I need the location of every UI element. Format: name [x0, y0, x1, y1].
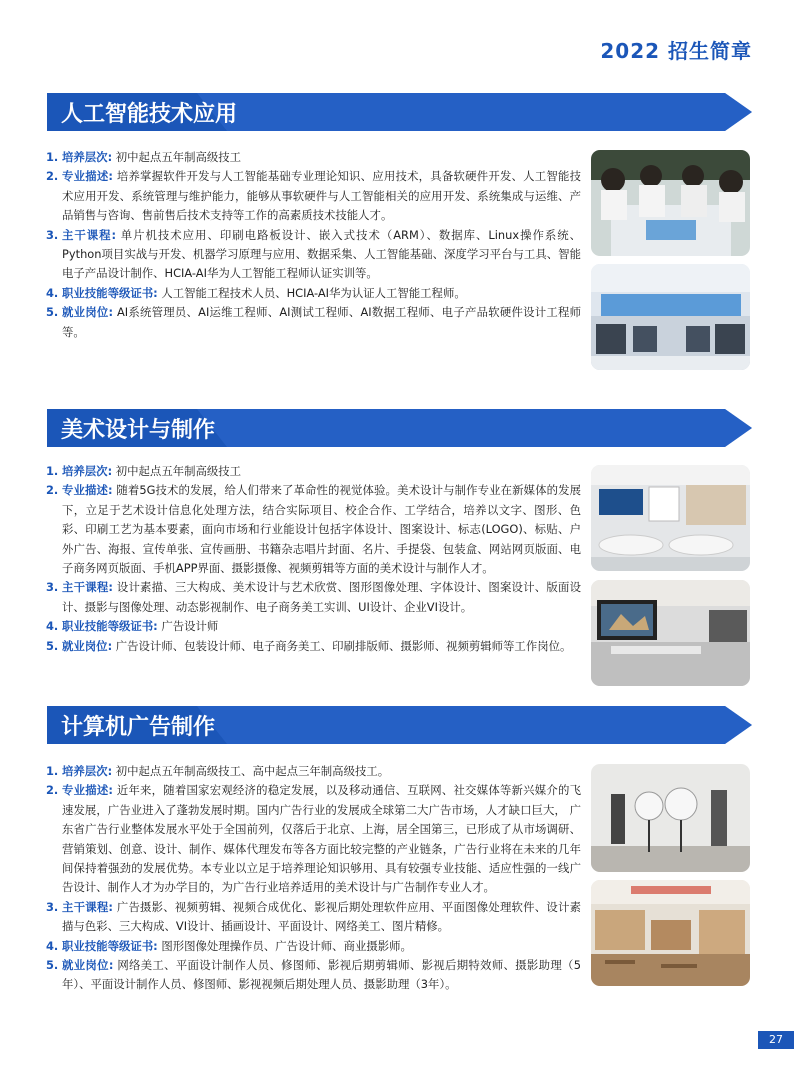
photo-design-studio	[591, 465, 750, 571]
section-banner-ai	[47, 93, 752, 131]
list-item: 3. 主干课程: 广告摄影、视频剪辑、视频合成优化、影视后期处理软件应用、平面图像处理软件、设计素描与色彩、三大构成、VI设计、插画设计、平面设计、网络美工、图片精修。	[46, 899, 581, 934]
list-item: 3. 主干课程: 单片机技术应用、印刷电路板设计、嵌入式技术（ARM）、数据库、Linux操作系统、Python项目实战与开发、机器学习原理与应用、数据采集、人工智能基础、深度学习平台与工具、智能电子产品设计制作、HCIA-AI华为人工智能工程师认证实训等。	[46, 227, 582, 281]
list-item: 5. 就业岗位: AI系统管理员、AI运维工程师、AI测试工程师、AI数据工程师、电子产品软硬件设计工程师等。	[46, 305, 582, 339]
photo-drawing-room	[591, 880, 750, 986]
page-number: 27	[758, 1031, 794, 1049]
list-item: 3. 主干课程: 设计素描、三大构成、美术设计与艺术欣赏、图形图像处理、字体设计、图案设计、版面设计、摄影与图像处理、动态影视制作、电子商务美工实训、UI设计、企业VI设计。	[46, 580, 581, 614]
photo-ai-classroom	[591, 264, 750, 370]
list-item: 2. 专业描述: 随着5G技术的发展，给人们带来了革命性的视觉体验。美术设计与制作专业在新媒体的发展下，立足于艺术设计信息化处理方法，结合实际项目、校企合作、工学结合，培养以文字、图形、色彩、印刷工艺为基本要素，面向市场和行业能设计包括字体设计、图案设计、标志(LOGO)、标贴、户外广告、海报、宣传单张、宣传画册、书籍杂志唱片封面、名片、手提袋、包装盒、网站网页版面、电子商务网页版面、手机APP界面、摄影摄像、视频剪辑等方面的美术设计与制作人才。	[46, 483, 581, 576]
section-title: 美术设计与制作	[61, 418, 216, 443]
section-items-ai	[46, 148, 581, 342]
list-item: 2. 专业描述: 近年来，随着国家宏观经济的稳定发展，以及移动通信、互联网、社交媒体等新兴媒介的飞速发展，广告业进入了蓬勃发展时期。国内广告行业的发展成全球第二大广告市场，人才缺口巨大， 广东省广告行业整体发展水平处于全国前列，仅落后于北京、上海，居全国第三，已形成了从市场调研、营销策划、创意、设计、制作、媒体代理发布等各方面比较完整的产业链条，广告行业将在未来的几年间保持着强劲的发展优势。本专业以立足于培养理论知识够用、具有较强专业技能、适应性强的一线广告设计、制作人才为办学目的，为广告行业培养适用的美术设计与广告制作专业人才。	[46, 783, 581, 895]
list-item: 2. 专业描述: 培养掌握软件开发与人工智能基础专业理论知识、应用技术，具备软硬件开发、人工智能技术应用开发、系统管理与维护能力，能够从事软硬件与人工智能相关的应用开发、系统集成与运维、产品销售与咨询、售前售后技术支持等工作的高素质技术技能人才。	[46, 169, 581, 223]
photo-computer-desk	[591, 580, 750, 686]
list-item: 5. 就业岗位: 网络美工、平面设计制作人员、修图师、影视后期剪辑师、影视后期特效师、摄影助理（5年）、平面设计制作人员、修图师、影视视频后期处理人员、摄影助理（3年）。	[46, 958, 581, 992]
brochure-title: 2022 招生简章	[600, 39, 752, 63]
photo-students-lab	[591, 150, 750, 256]
section-items-art	[46, 462, 581, 656]
list-item: 1. 培养层次: 初中起点五年制高级技工	[46, 464, 242, 478]
list-item: 5. 就业岗位: 广告设计师、包装设计师、电子商务美工、印刷排版师、摄影师、视频剪辑师等工作岗位。	[46, 638, 572, 653]
section-items-advert	[46, 762, 581, 995]
photo-photo-studio	[591, 764, 750, 872]
list-item: 4. 职业技能等级证书: 图形图像处理操作员、广告设计师、商业摄影师。	[46, 938, 412, 953]
section-banner-advert	[47, 706, 752, 744]
list-item: 4. 职业技能等级证书: 人工智能工程技术人员、HCIA-AI华为认证人工智能工程师。	[46, 285, 466, 300]
list-item: 4. 职业技能等级证书: 广告设计师	[46, 619, 219, 634]
section-title: 人工智能技术应用	[61, 102, 238, 127]
section-title: 计算机广告制作	[61, 715, 216, 740]
list-item: 1. 培养层次: 初中起点五年制高级技工	[46, 150, 242, 164]
list-item: 1. 培养层次: 初中起点五年制高级技工、高中起点三年制高级技工。	[46, 764, 390, 778]
section-banner-art	[47, 409, 752, 447]
